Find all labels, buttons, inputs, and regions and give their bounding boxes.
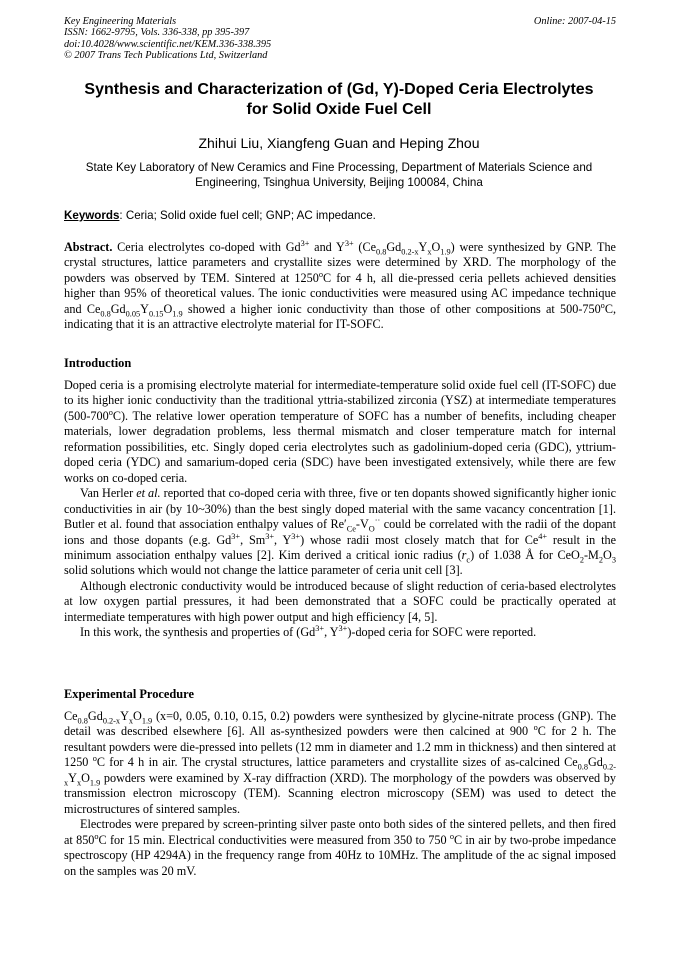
text-t38: , Sm [240,532,266,547]
text-t75: 0.2-x [64,762,617,788]
text-t36: could be correlated with the radii of the dopant ions and those dopants (e.g. Gd [64,517,616,547]
text-t22: 1.9 [172,309,183,319]
introduction-body [64,378,616,641]
title-line-1: Synthesis and Characterization of (Gd, Y)-Doped Ceria Electrolytes [84,81,594,98]
text-t71: o [92,754,97,764]
text-t35: ·· [374,516,381,526]
text-t76: Y [68,770,77,785]
text-t78: O [81,770,90,785]
text-t63: 0.2-x [102,716,121,726]
exp-paragraph-1 [64,709,616,817]
journal-header [64,16,616,62]
title-line-2: for Solid Oxide Fuel Cell [246,101,432,118]
experimental-body [64,709,616,879]
text-t65: x [128,716,134,726]
text-t59: )-doped ceria for SOFC were reported. [347,625,537,640]
text-t53: solid solutions which would not change the lattice parameter of ceria unit cell [3]. [64,563,463,578]
text-t7: Gd [386,240,402,254]
text-t31: reported that co-doped ceria with three, five or ten dopants showed significantly higher ionic conductivities in air (by 10~30%) than the best singly doped material with the same vacancy concentration [1]. Butler et al. found that association enthalpy values of Re′ [64,486,616,532]
text-t11: O [431,240,441,254]
intro-paragraph-2 [64,486,616,579]
text-t79: 1.9 [89,778,101,788]
text-t64: Y [120,709,129,723]
text-t27: o [108,407,113,417]
text-t10: x [427,247,432,257]
text-t44: result in the minimum association enthalpy values [2]. Kim derived a critical ionic radius ( [64,532,616,562]
text-t72: C for 4 h in air. The crystal structures, lattice parameters and crystallite sizes of as-calcined Ce [96,755,578,770]
text-t58: 3+ [338,624,348,634]
text-t4: 3+ [344,238,354,248]
text-t23: showed a higher ionic conductivity than those of other compositions at 500-750 [182,301,601,316]
text-t54: Although electronic conductivity would be introduced because of slight reduction of ceria-based electrolytes at low oxygen partial pressures, it had been demonstrated that a SOFC could be practically operated at intermediate temperatures with high power output and high efficiency [4, 5]. [64,578,616,624]
text-t73: 0.8 [577,762,588,772]
authors: Zhihui Liu, Xiangfeng Guan and Heping Zhou [198,135,480,151]
text-t48: 2 [579,555,584,565]
text-t17: Gd [110,301,126,316]
text-t25: C, indicating that it is an attractive electrolyte material for IT-SOFC. [64,301,616,332]
text-t39: 3+ [265,531,275,541]
text-t62: Gd [87,709,103,723]
online-date: Online: 2007-04-15 [533,16,616,27]
text-t61: 0.8 [77,716,88,726]
text-t30: et al. [136,486,161,501]
text-t40: , Y [274,532,292,547]
text-t28: C). The relative lower operation temperature of SOFC has a number of benefits, including cheaper materials, lower degradation problems, less thermal mismatch and closer temperature match for internal reformation possibilities, etc. Singly doped ceria electrolytes such as gadolinium-doped ceria (GDC), yttrium-doped ceria (YDC) and samarium-doped ceria (SDC) have been investigated extensively, while there are few works on co-doped ceria. [64,408,616,485]
text-t47: ) of 1.038 Å for CeO [470,547,580,562]
text-t83: C for 15 min. Electrical conductivities were measured from 350 to 750 [98,832,450,847]
doi-line: doi:10.4028/www.scientific.net/KEM.336-338.395 [64,38,272,50]
text-t19: Y [140,301,149,316]
text-t51: O [603,547,612,562]
keywords-list: : Ceria; Solid oxide fuel cell; GNP; AC impedance. [119,209,376,222]
text-t6: 0.8 [376,247,387,257]
text-t34: O [368,524,375,534]
text-t15: C for 4 h, all die-pressed ceria pellets achieved densities higher than 95% of theoretical values. The ionic conductivities were measured using AC impedance technique and Ce [64,270,616,316]
text-t37: 3+ [231,531,241,541]
text-t9: Y [418,240,428,254]
text-t41: 3+ [291,531,301,541]
text-t12: 1.9 [440,247,451,257]
text-t33: -V [355,517,369,532]
text-t69: o [533,723,538,733]
section-heading-experimental: Experimental Procedure [64,687,194,701]
text-t70: C for 2 h. The resultant powders were die-pressed into pellets (12 mm in diameter and 1.2 mm in thickness) and then sintered at 1250 [64,724,617,770]
text-t13: ) were synthesized by GNP. The crystal structures, lattice parameters and crystallite sizes were determined by XRD. The morphology of the powders was observed by TEM. Sintered at 1250 [64,240,616,285]
text-t84: o [449,831,454,841]
affiliation: State Key Laboratory of New Ceramics and Fine Processing, Department of Materials Science and Engineering, Tsinghua University, Beijing 100084, China [85,161,593,190]
exp-paragraph-2 [64,817,616,879]
text-t29: Van Herler [80,486,137,501]
text-t14: o [318,269,323,279]
keywords-label: Keywords [64,209,120,222]
text-t32: Ce [346,524,356,534]
text-t50: 2 [598,555,604,565]
text-t20: 0.15 [148,309,164,319]
abstract-paragraph [64,240,616,333]
text-t52: 3 [611,555,616,565]
text-t26: Doped ceria is a promising electrolyte material for intermediate-temperature solid oxide fuel cell (IT-SOFC) due to its higher ionic conductivity than the traditional yttria-stabilized zirconia (YSZ) at intermediate temperatures (500-700 [64,378,616,423]
intro-paragraph-4 [64,625,616,640]
intro-paragraph-3 [64,579,616,625]
text-t21: O [163,301,173,316]
text-t45: r [461,547,467,562]
text-t2: 3+ [300,238,310,248]
paper-title [40,80,638,120]
text-t24: o [600,300,605,310]
text-t1: Ceria electrolytes co-doped with Gd [117,240,301,254]
text-t42: ) whose radii most closely match that for Ce [300,532,539,547]
text-t16: 0.8 [100,309,111,319]
text-t81: Electrodes were prepared by screen-printing silver paste onto both sides of the sintered pellets, and then fired at 850 [64,817,616,847]
journal-name: Key Engineering Materials [64,16,177,27]
text-t43: 4+ [538,531,548,541]
text-t74: Gd [588,755,603,770]
text-t60: Ce [64,709,78,723]
abstract-label: Abstract. [64,240,113,254]
section-heading-introduction: Introduction [64,356,132,370]
text-t77: x [76,778,82,788]
text-t82: o [94,831,99,841]
issn-line: ISSN: 1662-9795, Vols. 336-338, pp 395-397 [64,27,250,39]
text-t5: (Ce [353,240,377,254]
text-t56: 3+ [315,624,325,634]
copyright-line: © 2007 Trans Tech Publications Ltd, Switzerland [64,50,268,62]
text-t67: 1.9 [141,716,153,726]
text-t55: In this work, the synthesis and properties of (Gd [80,625,316,640]
text-t57: , Y [324,625,339,640]
text-t68: (x=0, 0.05, 0.10, 0.15, 0.2) powders were synthesized by glycine-nitrate process (GNP). The detail was described elsewhere [6]. All as-synthesized powders were then calcined at 900 [64,709,616,739]
text-t49: -M [583,547,599,562]
intro-paragraph-1 [64,378,616,486]
text-t3: and Y [309,240,345,254]
text-t18: 0.05 [125,309,141,319]
keywords [64,208,616,223]
text-t85: C in air by two-probe impedance spectroscopy (HP 4294A) in the frequency range from 40Hz to 10MHz. The amplitude of the ac signal imposed on the samples was 20 mV. [64,832,617,878]
text-t80: powders were examined by X-ray diffraction (XRD). The morphology of the powders was observed by transmission electron microscopy (TEM). Scanning electron microscopy (SEM) was used to detect the microstructures of sintered samples. [64,770,616,816]
text-t46: c [466,555,471,565]
text-t8: 0.2-x [401,247,419,257]
text-t66: O [133,709,142,723]
abstract [64,240,616,333]
